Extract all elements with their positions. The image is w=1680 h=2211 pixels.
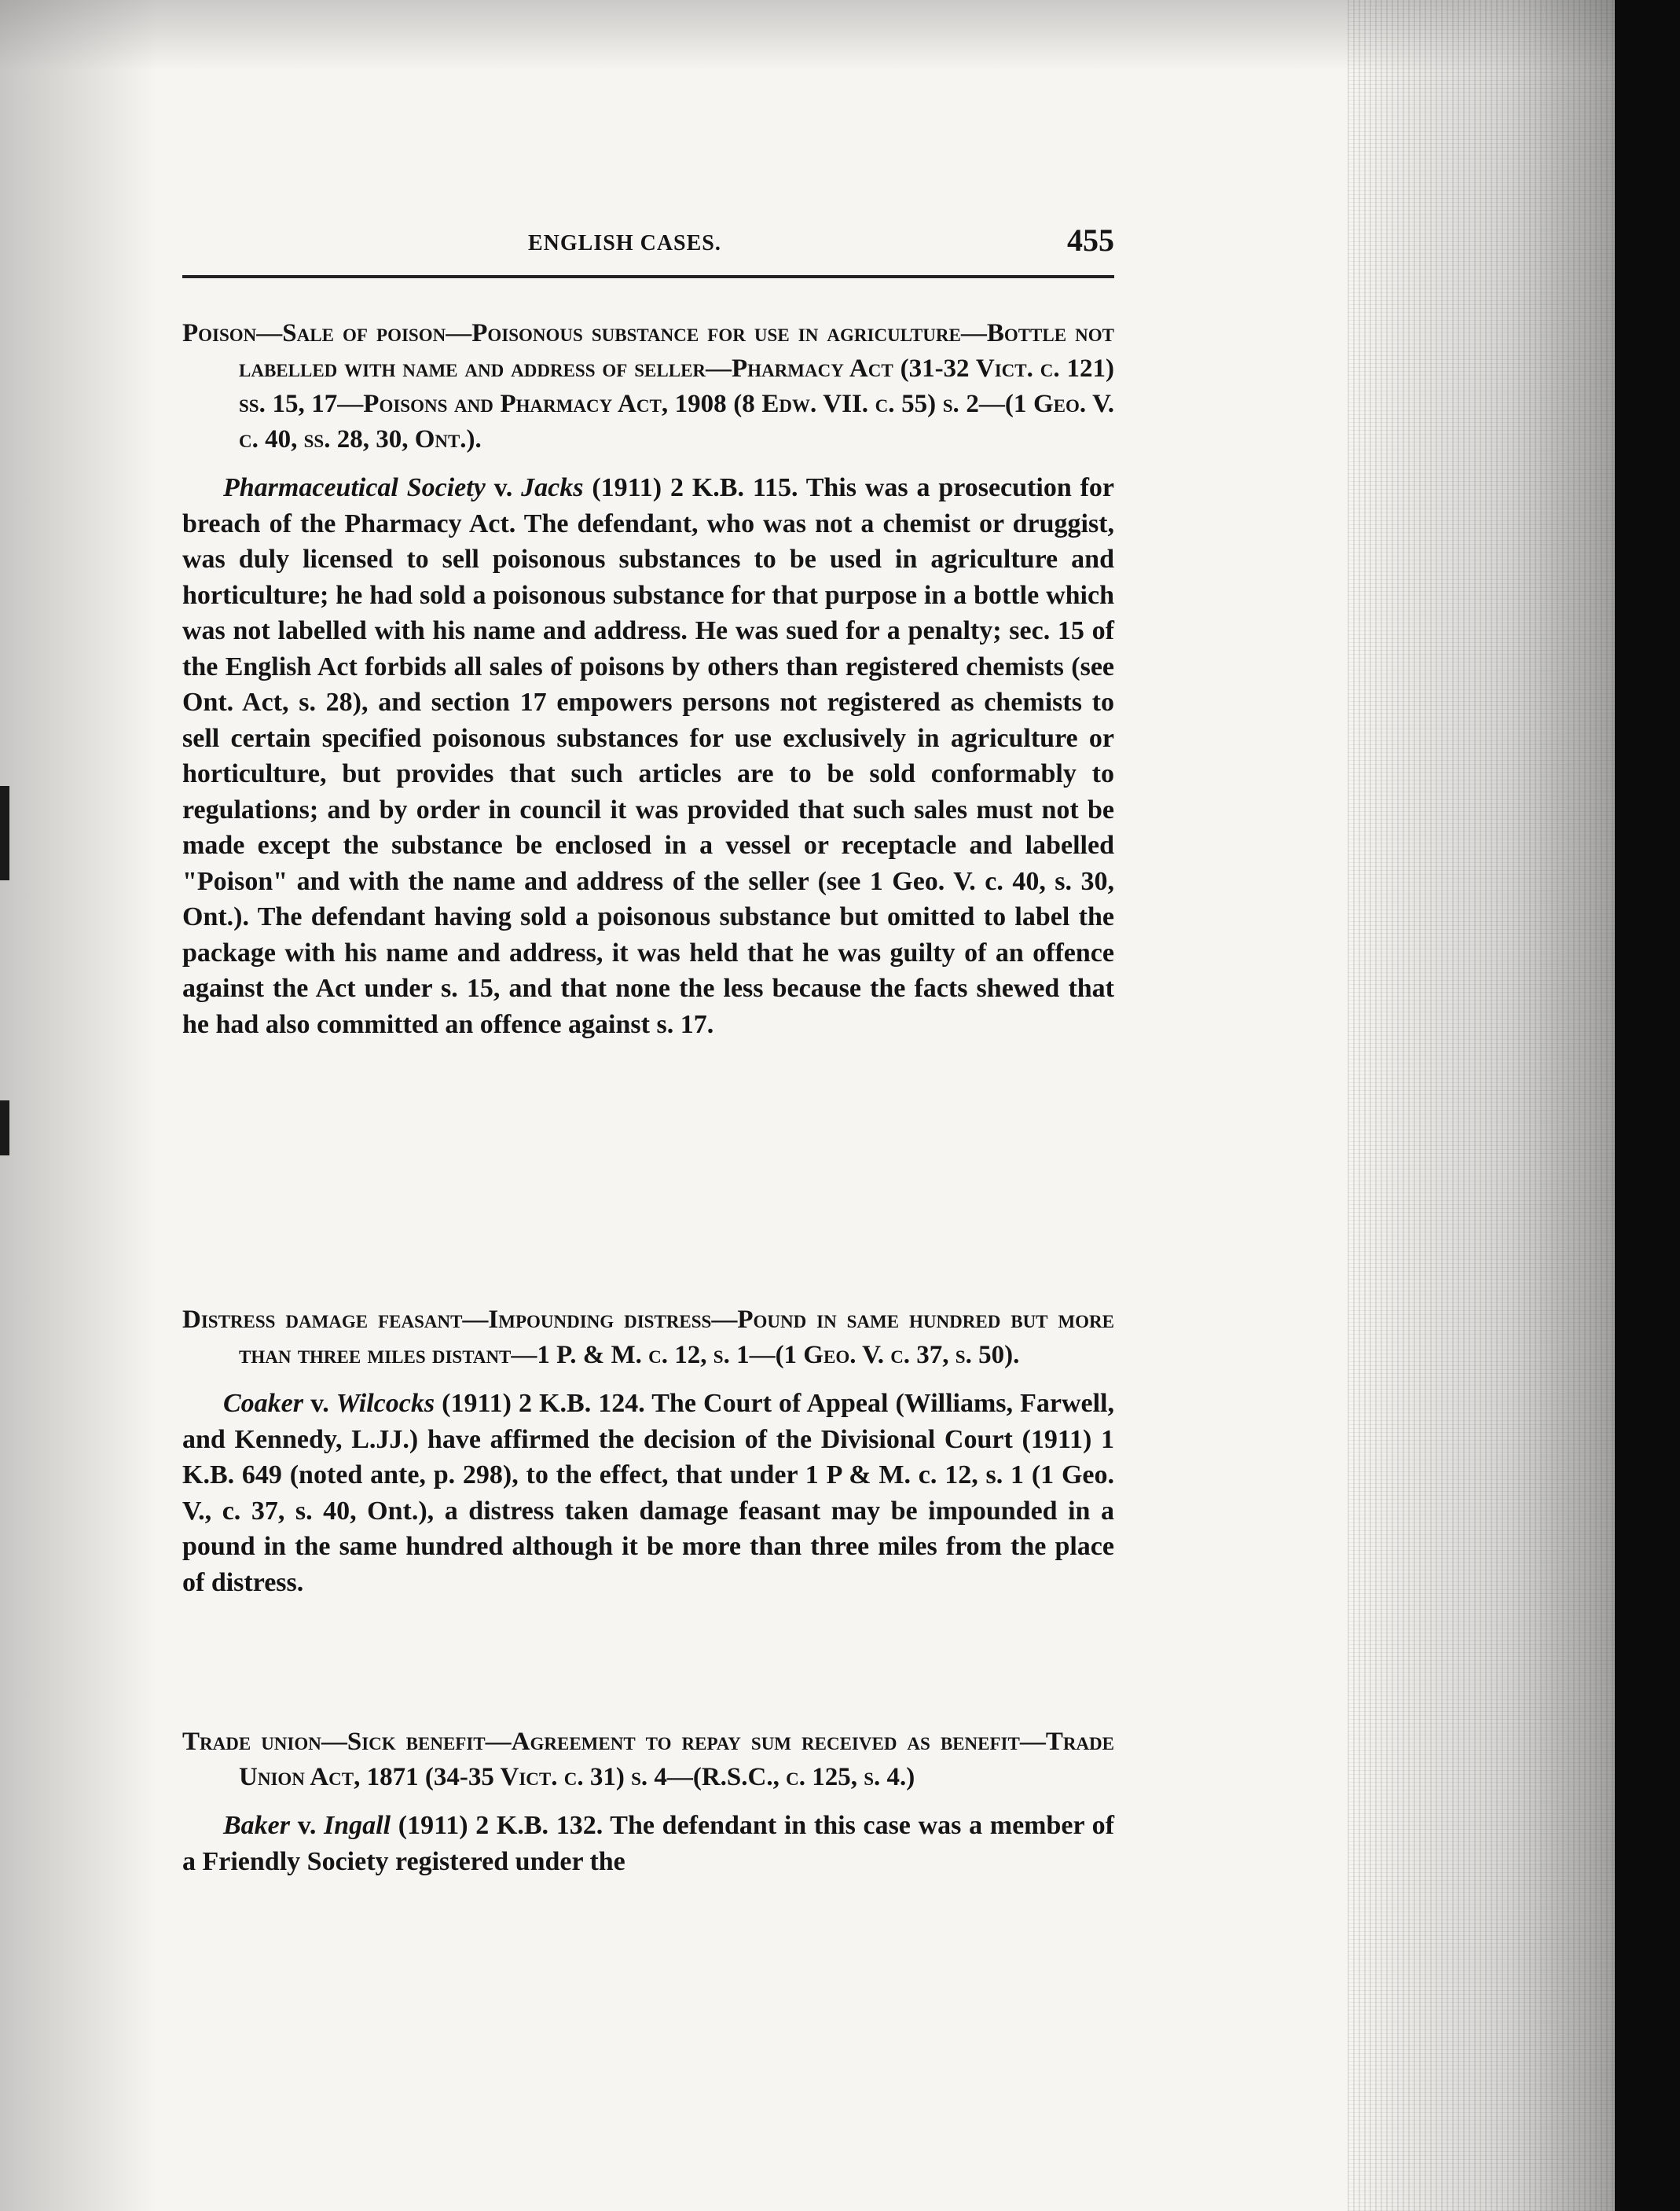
case-versus: v. (290, 1811, 325, 1840)
scan-edge-mark (0, 1100, 9, 1155)
scan-edge-mark (0, 786, 9, 880)
case-headnote: Poison—Sale of poison—Poisonous substance for use in agriculture—Bottle not labelled with name and address of seller—Pharmacy Act (31-32 Vict. c. 121) ss. 15, 17—Poisons and Pharmacy Act, 1908 (8 Edw. VII. c. 55) s. 2—(1 Geo. V. c. 40, ss. 28, 30, Ont.). (182, 319, 1114, 454)
case-versus: v. (303, 1389, 336, 1418)
case-entry (182, 316, 1114, 1042)
case-summary-text: (1911) 2 K.B. 124. The Court of Appeal (Williams, Farwell, and Kennedy, L.JJ.) have affirmed the decision of the Divisional Court (1911) 1 K.B. 649 (noted ante, p. 298), to the effect, that under 1 P & M. c. 12, s. 1 (1 Geo. V., c. 37, s. 40, Ont.), a distress taken damage feasant may be impounded in a pound in the same hundred although it be more than three miles from the place of distress. (182, 1389, 1115, 1597)
case-summary (182, 470, 1114, 1042)
case-party-defendant: Wilcocks (336, 1389, 435, 1418)
case-entry (182, 1302, 1114, 1600)
case-summary (182, 1808, 1114, 1879)
running-title: ENGLISH CASES. (528, 231, 721, 255)
case-summary (182, 1386, 1114, 1600)
case-headnote: Trade union—Sick benefit—Agreement to repay sum received as benefit—Trade Union Act, 1871 (34-35 Vict. c. 31) s. 4—(R.S.C., c. 125, s. 4.) (182, 1728, 1114, 1791)
running-head (182, 222, 1114, 261)
case-versus: v. (485, 473, 522, 502)
case-party-plaintiff: Pharmaceutical Society (223, 473, 486, 502)
scan-gutter-noise (1348, 0, 1615, 2211)
case-summary-text: (1911) 2 K.B. 132. The defendant in this case was a member of a Friendly Society registered under the (182, 1811, 1114, 1876)
header-rule (182, 275, 1114, 278)
case-headnote: Distress damage feasant—Impounding distress—Pound in same hundred but more than three miles distant—1 P. & M. c. 12, s. 1—(1 Geo. V. c. 37, s. 50). (182, 1306, 1114, 1369)
scan-gutter-dark-strip (1615, 0, 1680, 2211)
case-party-defendant: Ingall (324, 1811, 391, 1840)
case-party-plaintiff: Baker (223, 1811, 290, 1840)
scan-left-shading (0, 0, 157, 2211)
page-number: 455 (1067, 222, 1114, 258)
case-party-plaintiff: Coaker (223, 1389, 303, 1418)
case-party-defendant: Jacks (521, 473, 584, 502)
case-summary-text: (1911) 2 K.B. 115. This was a prosecution for breach of the Pharmacy Act. The defendant, who was not a chemist or druggist, was duly licensed to sell poisonous substances to be used in agriculture and horticulture; he had sold a poisonous substance for that purpose in a bottle which was not labelled with his name and address. He was sued for a penalty; sec. 15 of the English Act forbids all sales of poisons by others than registered chemists (see Ont. Act, s. 28), and section 17 empowers persons not registered as chemists to sell certain specified poisonous substances for use exclusively in agriculture or horticulture, but provides that such articles are to be sold conformably to regulations; and by order in council it was provided that such sales must not be made except the substance be enclosed in a vessel or receptacle and labelled "Poison" and with the name and address of the seller (see 1 Geo. V. c. 40, s. 30, Ont.). The defendant having sold a poisonous substance but omitted to label the package with his name and address, it was held that he was guilty of an offence against the Act under s. 15, and that none the less because the facts shewed that he had also committed an offence against s. 17. (182, 473, 1114, 1039)
case-entry (182, 1724, 1114, 1879)
